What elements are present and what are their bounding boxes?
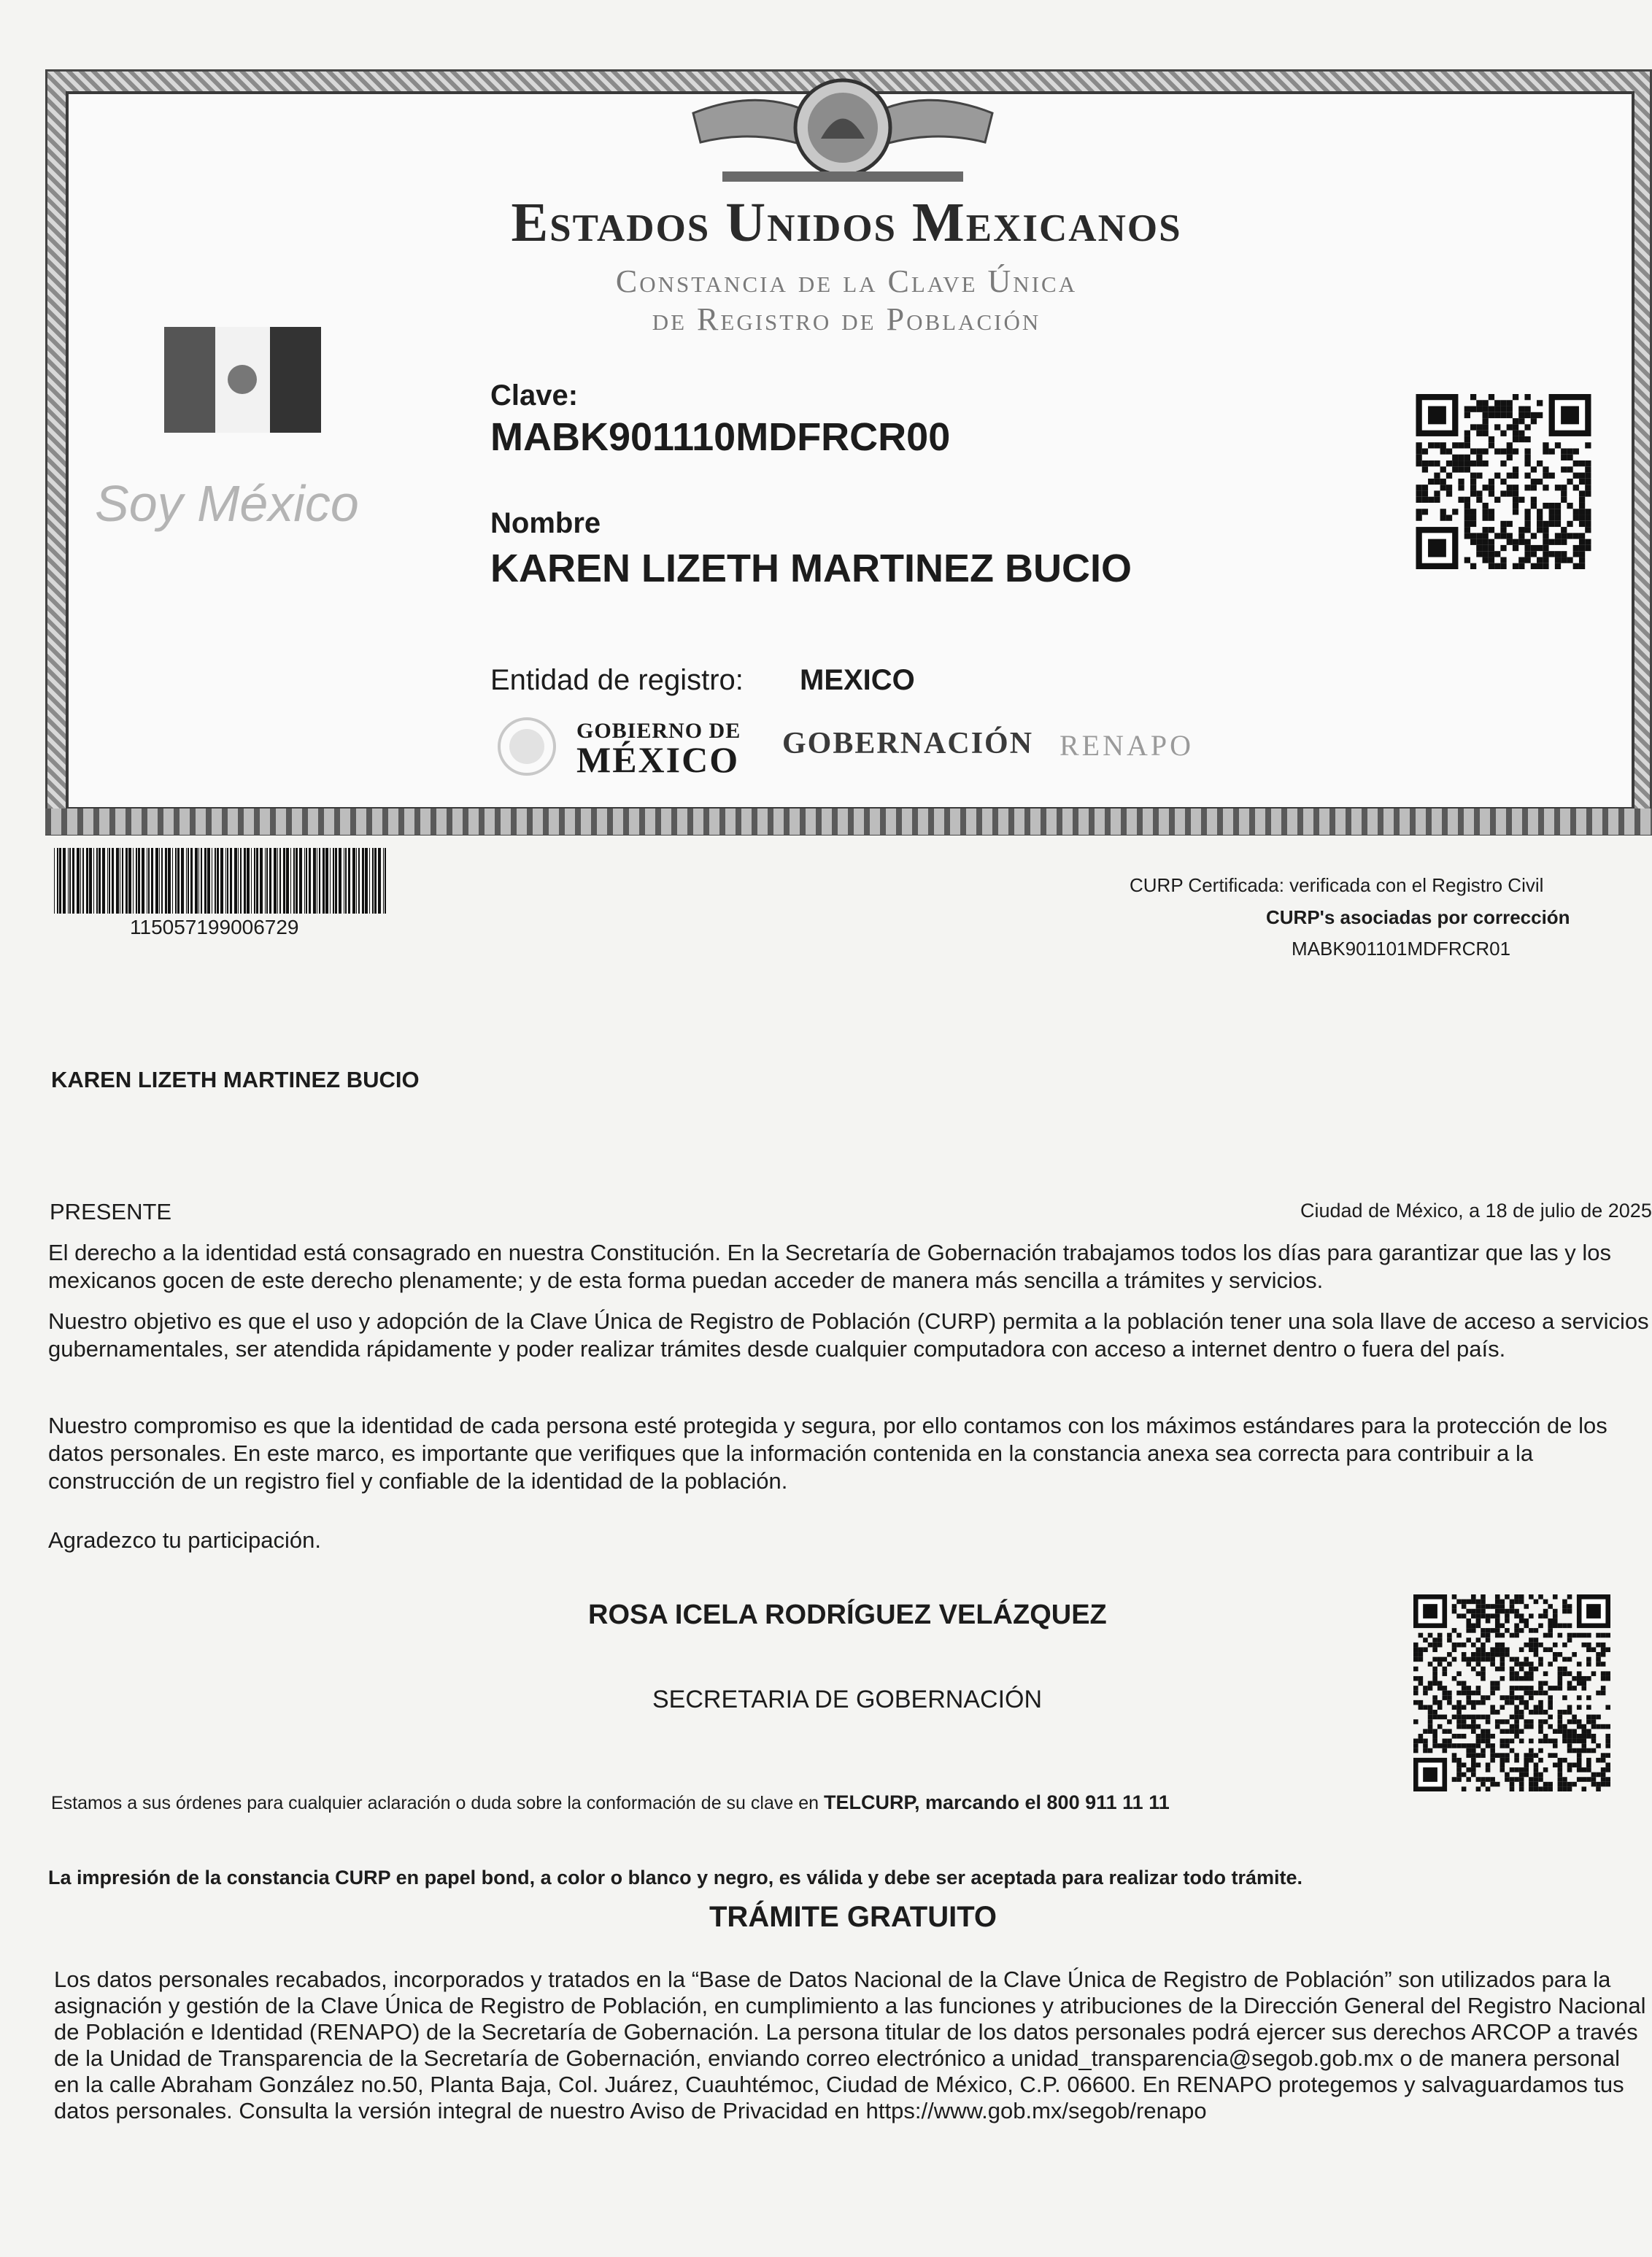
soy-mexico-brand: Soy México [95, 475, 359, 532]
letter-presente: PRESENTE [50, 1199, 172, 1224]
privacy-notice [54, 1967, 1652, 2124]
entidad-value: MEXICO [800, 664, 915, 696]
entidad-label: Entidad de registro: [490, 664, 744, 696]
gobierno-mexico-logo-text: MÉXICO [576, 739, 740, 780]
signatory-name: ROSA ICELA RODRÍGUEZ VELÁZQUEZ [588, 1600, 1107, 1630]
signatory-title: SECRETARIA DE GOBERNACIÓN [652, 1686, 1043, 1713]
barcode-number: 115057199006729 [130, 916, 299, 938]
qr-code-icon [1414, 394, 1593, 569]
paragraph-line: datos personales. En este marco, es importante que verifiques que la información contenida en la constancia anexa sea correcta para contribuir a la [48, 1440, 1534, 1466]
tramite-gratuito-heading: TRÁMITE GRATUITO [709, 1901, 997, 1933]
curp-asociadas-value: MABK901101MDFRCR01 [1292, 938, 1511, 960]
clave-label: Clave: [490, 379, 579, 412]
telcurp-notice [51, 1791, 1170, 1814]
paragraph-line: gubernamentales, ser atendida rápidamente y poder realizar trámites desde cualquier computadora con acceso a internet dentro o fuera del país. [48, 1336, 1506, 1362]
curp-certificada-text: CURP Certificada: verificada con el Registro Civil [1130, 874, 1544, 896]
telcurp-notice-text: Estamos a sus órdenes para cualquier aclaración o duda sobre la conformación de su clave en [51, 1793, 824, 1813]
gobernacion-logo: GOBERNACIÓN [782, 727, 1034, 760]
letter-recipient: KAREN LIZETH MARTINEZ BUCIO [51, 1067, 420, 1092]
privacy-line: asignación y gestión de la Clave Única de Registro de Población, en cumplimiento a las funciones y atribuciones de la Dirección General del Registro Nacional [54, 1993, 1646, 2018]
document-title: Estados Unidos Mexicanos [511, 192, 1182, 253]
paragraph-line: Nuestro compromiso es que la identidad de cada persona esté protegida y segura, por ello contamos con los máximos estándares para la protección de los [48, 1413, 1607, 1438]
privacy-line: en la calle Abraham González no.50, Planta Baja, Col. Juárez, Cuauhtémoc, Ciudad de México, C.P. 06600. En RENAPO protegemos y salvaguardamos tus [54, 2072, 1624, 2097]
privacy-line: datos personales. Consulta la versión integral de nuestro Aviso de Privacidad en https://www.gob.mx/segob/renapo [54, 2098, 1207, 2123]
paragraph-commitment [48, 1412, 1652, 1495]
closing-thanks: Agradezco tu participación. [48, 1527, 321, 1553]
mexican-flag-icon [164, 327, 321, 433]
paragraph-objective [48, 1308, 1652, 1363]
national-coat-of-arms-icon [679, 69, 1007, 193]
paragraph-line: Nuestro objetivo es que el uso y adopción de la Clave Única de Registro de Población (CURP) permita a la población tener una sola llave de acceso a servicios [48, 1308, 1649, 1334]
clave-value: MABK901110MDFRCR00 [490, 415, 951, 459]
gobierno-de-logo-text: GOBIERNO DE [576, 719, 741, 743]
paragraph-line: construcción de un registro fiel y confiable de la identidad de la población. [48, 1468, 788, 1494]
nombre-label: Nombre [490, 507, 601, 539]
renapo-logo: RENAPO [1059, 729, 1194, 762]
letter-date: Ciudad de México, a 18 de julio de 2025 [1300, 1200, 1652, 1222]
privacy-line: de Población e Identidad (RENAPO) de la Secretaría de Gobernación. La persona titular de los datos personales podrá ejercer sus derechos ARCOP a través [54, 2019, 1638, 2045]
privacy-line: de la Unidad de Transparencia de la Secretaría de Gobernación, enviando correo electrónico a unidad_transparencia@segob.gob.mx o de manera personal [54, 2045, 1620, 2071]
document-subtitle-line1: Constancia de la Clave Única [615, 263, 1078, 299]
print-validity-notice: La impresión de la constancia CURP en papel bond, a color o blanco y negro, es válida y debe ser aceptada para realizar todo trámite. [48, 1867, 1303, 1888]
curp-asociadas-label: CURP's asociadas por corrección [1266, 906, 1570, 928]
barcode-icon [54, 848, 390, 914]
government-seal-icon [490, 714, 571, 779]
paragraph-line: El derecho a la identidad está consagrado en nuestra Constitución. En la Secretaría de Gobernación trabajamos todos los días para garantizar que las y los [48, 1240, 1612, 1265]
frame-ornament-strip [45, 809, 1652, 835]
paragraph-identity [48, 1239, 1652, 1295]
privacy-line: Los datos personales recabados, incorporados y tratados en la “Base de Datos Nacional de la Clave Única de Registro de Población” son utilizados para la [54, 1967, 1611, 1992]
telcurp-phone: TELCURP, marcando el 800 911 11 11 [823, 1791, 1170, 1813]
document-subtitle-line2: de Registro de Población [652, 301, 1041, 337]
paragraph-line: mexicanos gocen de este derecho plenamente; y de esta forma puedan acceder de manera más sencilla a trámites y servicios. [48, 1268, 1324, 1293]
signature-qr-code-icon [1410, 1594, 1614, 1791]
nombre-value: KAREN LIZETH MARTINEZ BUCIO [490, 547, 1132, 590]
